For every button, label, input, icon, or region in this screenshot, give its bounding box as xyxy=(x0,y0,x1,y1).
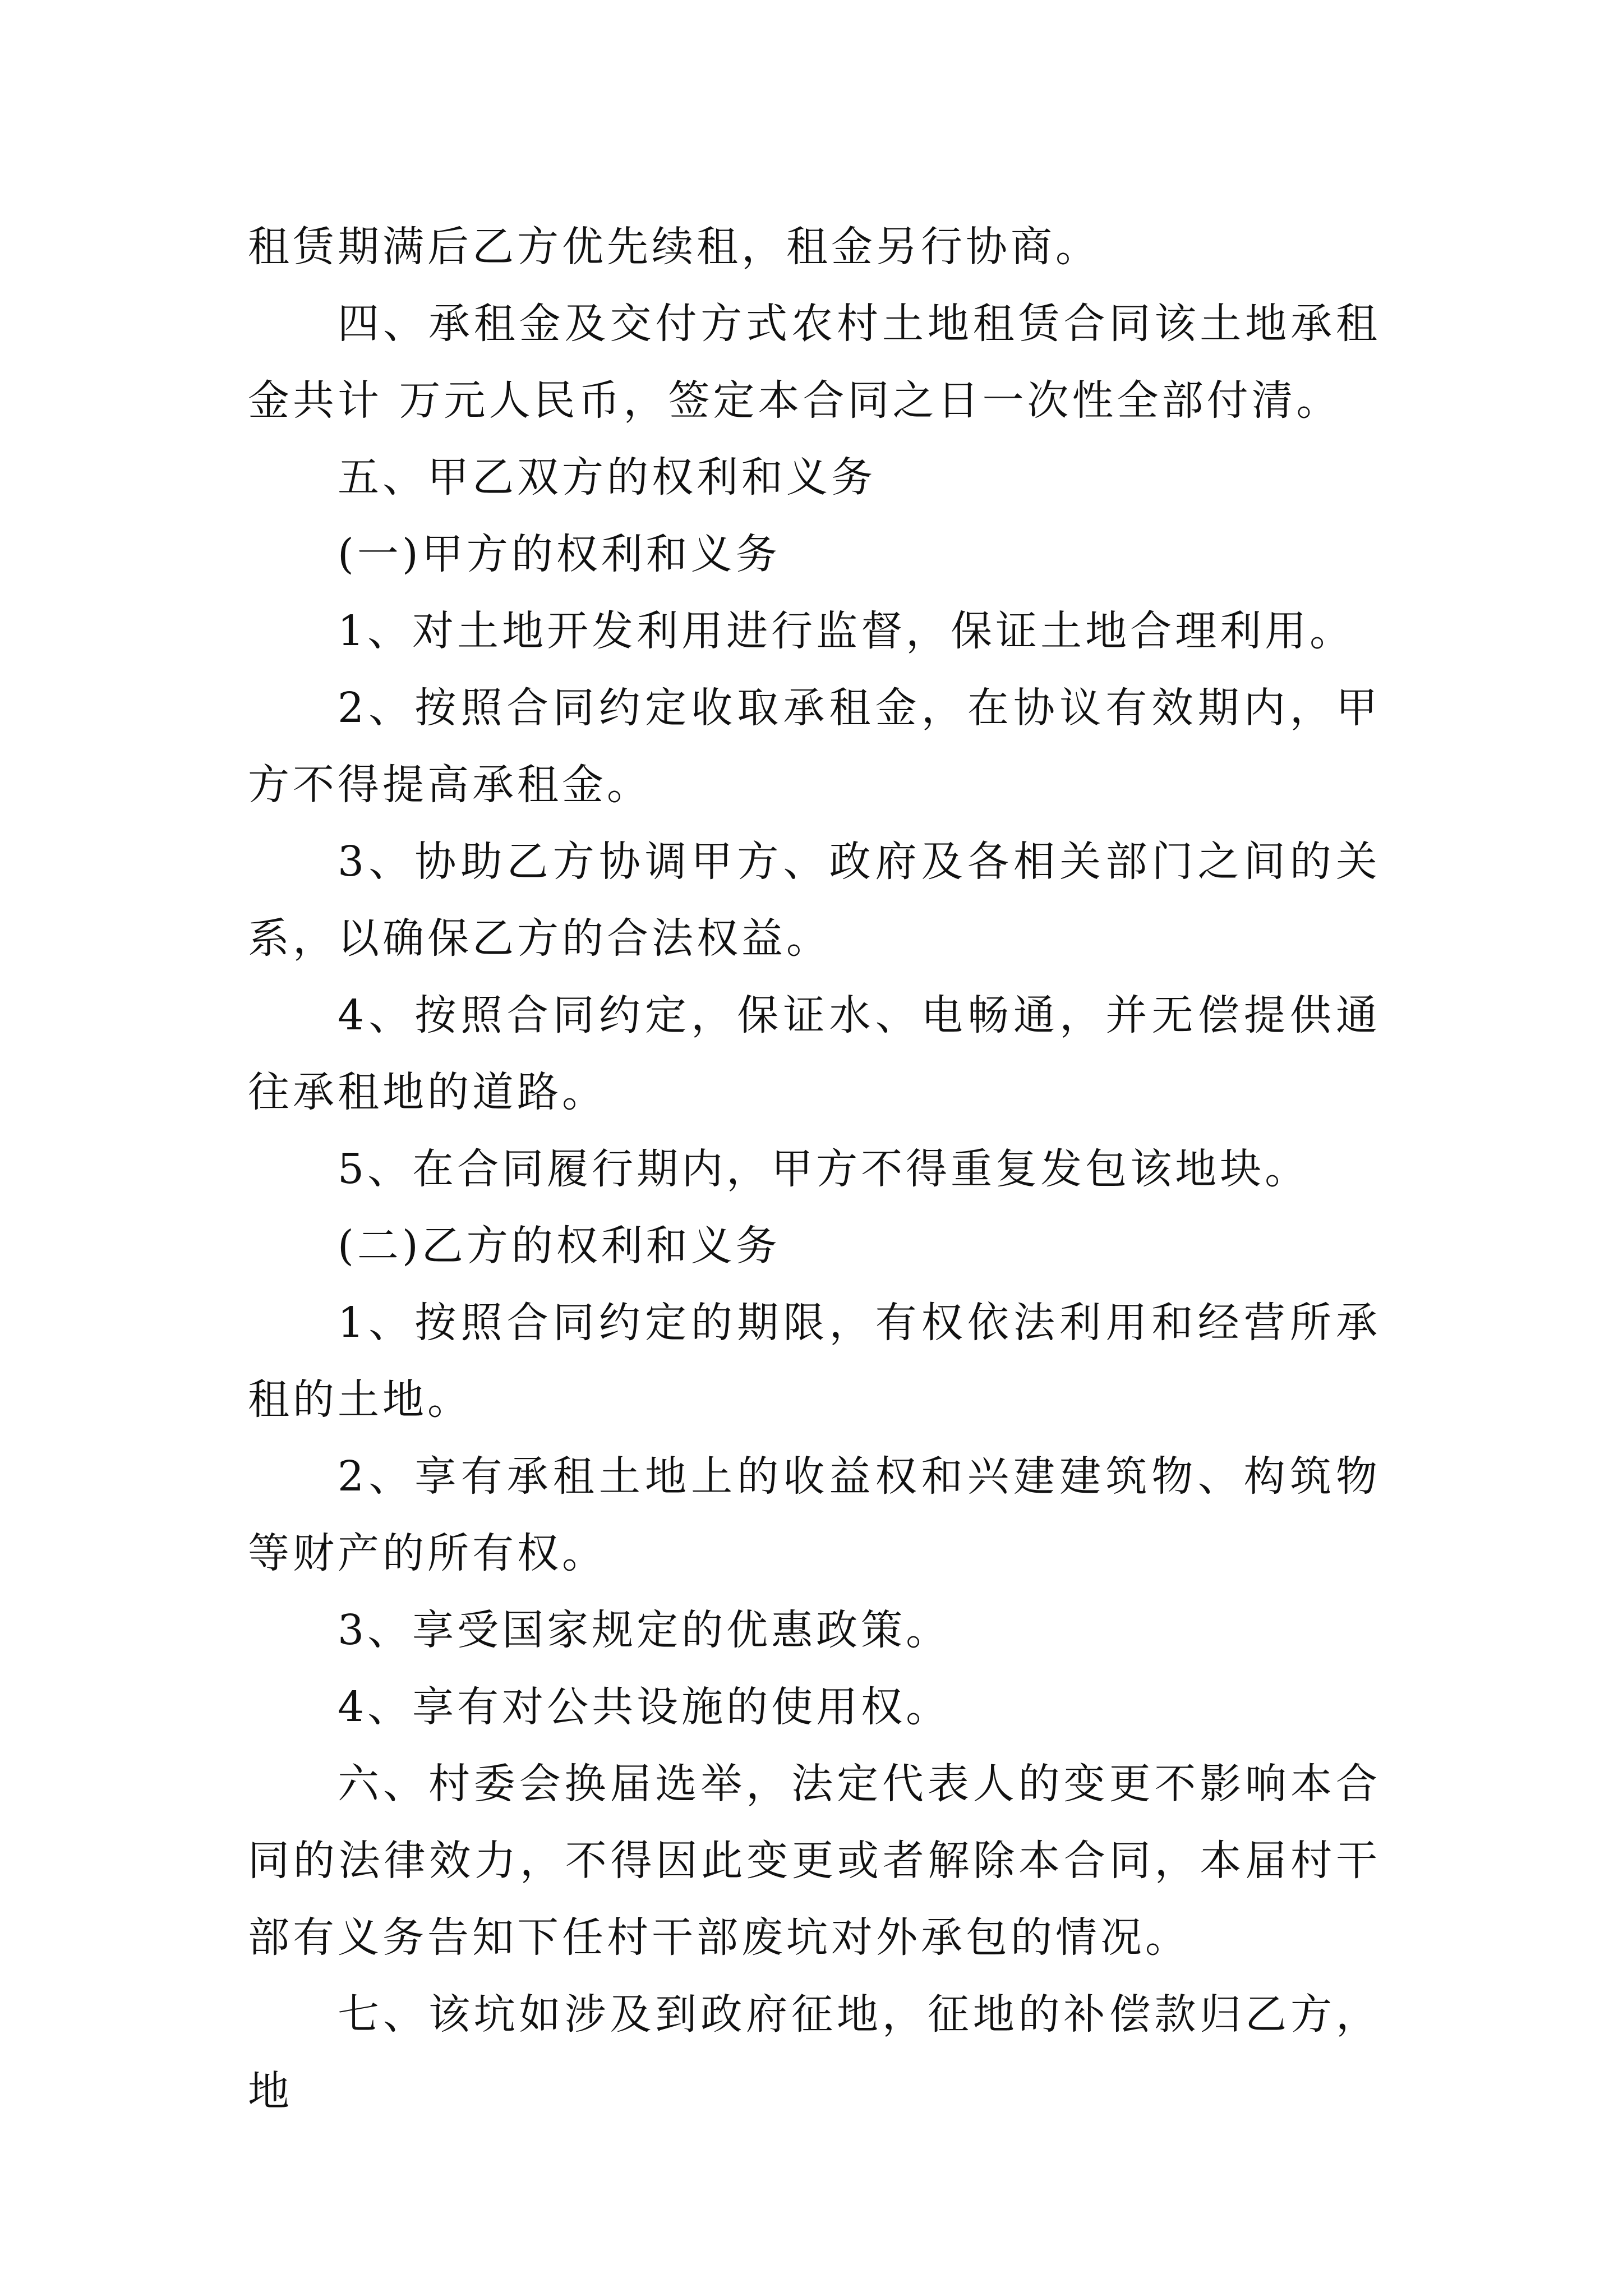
paragraph-party-b-item-3: 3、享受国家规定的优惠政策。 xyxy=(338,1606,951,1654)
paragraph-party-a-heading: (一)甲方的权利和义务 xyxy=(338,530,781,578)
paragraph-section-6-village-committee: 六、村委会换届选举，法定代表人的变更不影响本合同的法律效力，不得因此变更或者解除本合同，本届村干部有义务告知下任村干部废坑对外承包的情况。 xyxy=(248,1760,1381,1962)
paragraph-party-a-item-3: 3、协助乙方协调甲方、政府及各相关部门之间的关系，以确保乙方的合法权益。 xyxy=(248,838,1381,963)
paragraph-party-a-item-2: 2、按照合同约定收取承租金，在协议有效期内，甲方不得提高承租金。 xyxy=(248,684,1381,809)
paragraph-party-a-item-5: 5、在合同履行期内，甲方不得重复发包该地块。 xyxy=(338,1145,1310,1193)
paragraph-party-a-item-4: 4、按照合同约定，保证水、电畅通，并无偿提供通往承租地的道路。 xyxy=(248,991,1381,1116)
paragraph-section-5-heading: 五、甲乙双方的权利和义务 xyxy=(338,453,876,501)
paragraph-party-b-item-4: 4、享有对公共设施的使用权。 xyxy=(338,1683,951,1731)
contract-body xyxy=(248,209,1381,2130)
paragraph-party-a-item-1: 1、对土地开发利用进行监督，保证土地合理利用。 xyxy=(338,607,1355,655)
paragraph-party-b-heading: (二)乙方的权利和义务 xyxy=(338,1222,781,1270)
paragraph-party-b-item-1: 1、按照合同约定的期限，有权依法利用和经营所承租的土地。 xyxy=(248,1299,1381,1424)
paragraph-lease-renewal: 租赁期满后乙方优先续租，租金另行协商。 xyxy=(248,223,1100,271)
paragraph-section-4-rent-payment: 四、承租金及交付方式农村土地租赁合同该土地承租金共计 万元人民币，签定本合同之日一次性全部付清。 xyxy=(248,300,1381,425)
paragraph-section-7-land-acquisition: 七、该坑如涉及到政府征地，征地的补偿款归乙方，地 xyxy=(248,1990,1381,2115)
paragraph-party-b-item-2: 2、享有承租土地上的收益权和兴建建筑物、构筑物等财产的所有权。 xyxy=(248,1452,1381,1577)
